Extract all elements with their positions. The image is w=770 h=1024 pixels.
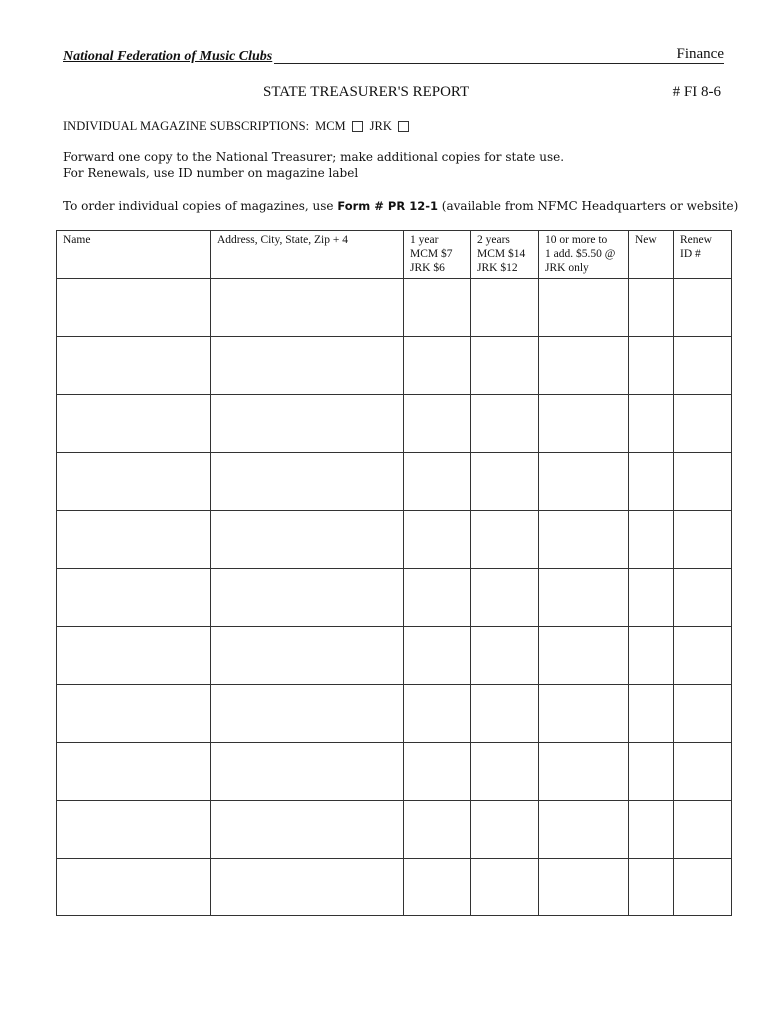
form-number: # FI 8-6 <box>672 84 721 100</box>
entry-cell[interactable] <box>57 685 211 743</box>
entry-cell[interactable] <box>629 337 674 395</box>
column-header-line: MCM $7 <box>410 248 453 260</box>
column-header-line: Renew <box>680 234 712 246</box>
column-header-line: 10 or more to <box>545 234 608 246</box>
table-row <box>57 395 732 453</box>
column-header-line: JRK only <box>545 262 589 274</box>
jrk-checkbox[interactable] <box>398 121 409 132</box>
entry-cell[interactable] <box>539 859 629 916</box>
instruction-forward: Forward one copy to the National Treasurer; make additional copies for state use. <box>63 150 565 164</box>
column-header <box>539 231 629 279</box>
entry-cell[interactable] <box>211 395 404 453</box>
mcm-label: MCM <box>315 119 346 133</box>
entry-cell[interactable] <box>211 685 404 743</box>
entry-cell[interactable] <box>674 279 732 337</box>
entry-cell[interactable] <box>211 743 404 801</box>
entry-cell[interactable] <box>629 453 674 511</box>
entry-cell[interactable] <box>674 627 732 685</box>
column-header <box>211 231 404 279</box>
column-header-line: Name <box>63 234 91 246</box>
entry-cell[interactable] <box>57 743 211 801</box>
entry-cell[interactable] <box>674 511 732 569</box>
table-row <box>57 337 732 395</box>
entry-cell[interactable] <box>674 453 732 511</box>
subscription-table <box>56 230 732 916</box>
report-title: STATE TREASURER'S REPORT <box>263 84 470 100</box>
entry-cell[interactable] <box>57 569 211 627</box>
subscriptions-label: INDIVIDUAL MAGAZINE SUBSCRIPTIONS: <box>63 119 310 133</box>
entry-cell[interactable] <box>674 337 732 395</box>
entry-cell[interactable] <box>57 511 211 569</box>
table-row <box>57 569 732 627</box>
entry-cell[interactable] <box>471 337 539 395</box>
column-header-line: Address, City, State, Zip + 4 <box>217 234 348 246</box>
entry-cell[interactable] <box>471 511 539 569</box>
entry-cell[interactable] <box>629 801 674 859</box>
entry-cell[interactable] <box>539 395 629 453</box>
entry-cell[interactable] <box>57 453 211 511</box>
entry-cell[interactable] <box>404 801 471 859</box>
entry-cell[interactable] <box>629 511 674 569</box>
entry-cell[interactable] <box>471 395 539 453</box>
entry-cell[interactable] <box>471 859 539 916</box>
table-row <box>57 453 732 511</box>
entry-cell[interactable] <box>629 569 674 627</box>
table-row <box>57 859 732 916</box>
entry-cell[interactable] <box>471 627 539 685</box>
entry-cell[interactable] <box>539 569 629 627</box>
column-header-line: 1 add. $5.50 @ <box>545 248 616 260</box>
entry-cell[interactable] <box>404 453 471 511</box>
entry-cell[interactable] <box>471 685 539 743</box>
column-header <box>629 231 674 279</box>
column-header-line: JRK $12 <box>477 262 518 274</box>
entry-cell[interactable] <box>57 337 211 395</box>
section-label: Finance <box>676 46 724 62</box>
entry-cell[interactable] <box>539 685 629 743</box>
column-header-line: 1 year <box>410 234 439 246</box>
entry-cell[interactable] <box>211 511 404 569</box>
entry-cell[interactable] <box>539 511 629 569</box>
entry-cell[interactable] <box>211 569 404 627</box>
entry-cell[interactable] <box>471 743 539 801</box>
entry-cell[interactable] <box>674 859 732 916</box>
entry-cell[interactable] <box>404 279 471 337</box>
entry-cell[interactable] <box>211 627 404 685</box>
entry-cell[interactable] <box>471 569 539 627</box>
entry-cell[interactable] <box>471 279 539 337</box>
column-header-line: MCM $14 <box>477 248 526 260</box>
entry-cell[interactable] <box>57 395 211 453</box>
table-body <box>57 279 732 916</box>
entry-cell[interactable] <box>404 743 471 801</box>
table-row <box>57 511 732 569</box>
entry-cell[interactable] <box>539 627 629 685</box>
table-row <box>57 627 732 685</box>
entry-cell[interactable] <box>211 801 404 859</box>
column-header <box>674 231 732 279</box>
instruction-renewals: For Renewals, use ID number on magazine label <box>63 166 359 180</box>
column-header <box>404 231 471 279</box>
entry-cell[interactable] <box>404 337 471 395</box>
mcm-checkbox[interactable] <box>352 121 363 132</box>
entry-cell[interactable] <box>629 859 674 916</box>
entry-cell[interactable] <box>674 743 732 801</box>
jrk-label: JRK <box>369 119 392 133</box>
entry-cell[interactable] <box>404 685 471 743</box>
table-row <box>57 801 732 859</box>
order-form-number: Form # PR 12-1 <box>337 199 438 213</box>
entry-cell[interactable] <box>674 569 732 627</box>
entry-cell[interactable] <box>674 685 732 743</box>
entry-cell[interactable] <box>674 395 732 453</box>
column-header-line: New <box>635 234 657 246</box>
entry-cell[interactable] <box>404 511 471 569</box>
column-header-line: JRK $6 <box>410 262 445 274</box>
entry-cell[interactable] <box>539 453 629 511</box>
entry-cell[interactable] <box>404 859 471 916</box>
entry-cell[interactable] <box>211 337 404 395</box>
entry-cell[interactable] <box>404 395 471 453</box>
subscriptions-line <box>63 119 416 134</box>
entry-cell[interactable] <box>674 801 732 859</box>
entry-cell[interactable] <box>539 337 629 395</box>
entry-cell[interactable] <box>211 279 404 337</box>
entry-cell[interactable] <box>211 859 404 916</box>
table-header-row <box>57 231 732 279</box>
entry-cell[interactable] <box>629 743 674 801</box>
instruction-order <box>63 199 738 213</box>
entry-cell[interactable] <box>404 627 471 685</box>
entry-cell[interactable] <box>57 859 211 916</box>
order-prefix: To order individual copies of magazines, use <box>63 199 334 213</box>
order-suffix: (available from NFMC Headquarters or website) <box>441 199 739 213</box>
entry-cell[interactable] <box>629 395 674 453</box>
entry-cell[interactable] <box>629 685 674 743</box>
entry-cell[interactable] <box>539 801 629 859</box>
entry-cell[interactable] <box>629 279 674 337</box>
header-rule <box>274 63 724 64</box>
table-row <box>57 743 732 801</box>
organization-name: National Federation of Music Clubs <box>63 49 273 64</box>
entry-cell[interactable] <box>57 627 211 685</box>
column-header <box>471 231 539 279</box>
entry-cell[interactable] <box>57 801 211 859</box>
entry-cell[interactable] <box>57 279 211 337</box>
entry-cell[interactable] <box>471 801 539 859</box>
column-header-line: 2 years <box>477 234 510 246</box>
column-header-line: ID # <box>680 248 701 260</box>
entry-cell[interactable] <box>404 569 471 627</box>
table-row <box>57 685 732 743</box>
column-header <box>57 231 211 279</box>
entry-cell[interactable] <box>471 453 539 511</box>
entry-cell[interactable] <box>629 627 674 685</box>
entry-cell[interactable] <box>539 279 629 337</box>
entry-cell[interactable] <box>211 453 404 511</box>
table-row <box>57 279 732 337</box>
entry-cell[interactable] <box>539 743 629 801</box>
